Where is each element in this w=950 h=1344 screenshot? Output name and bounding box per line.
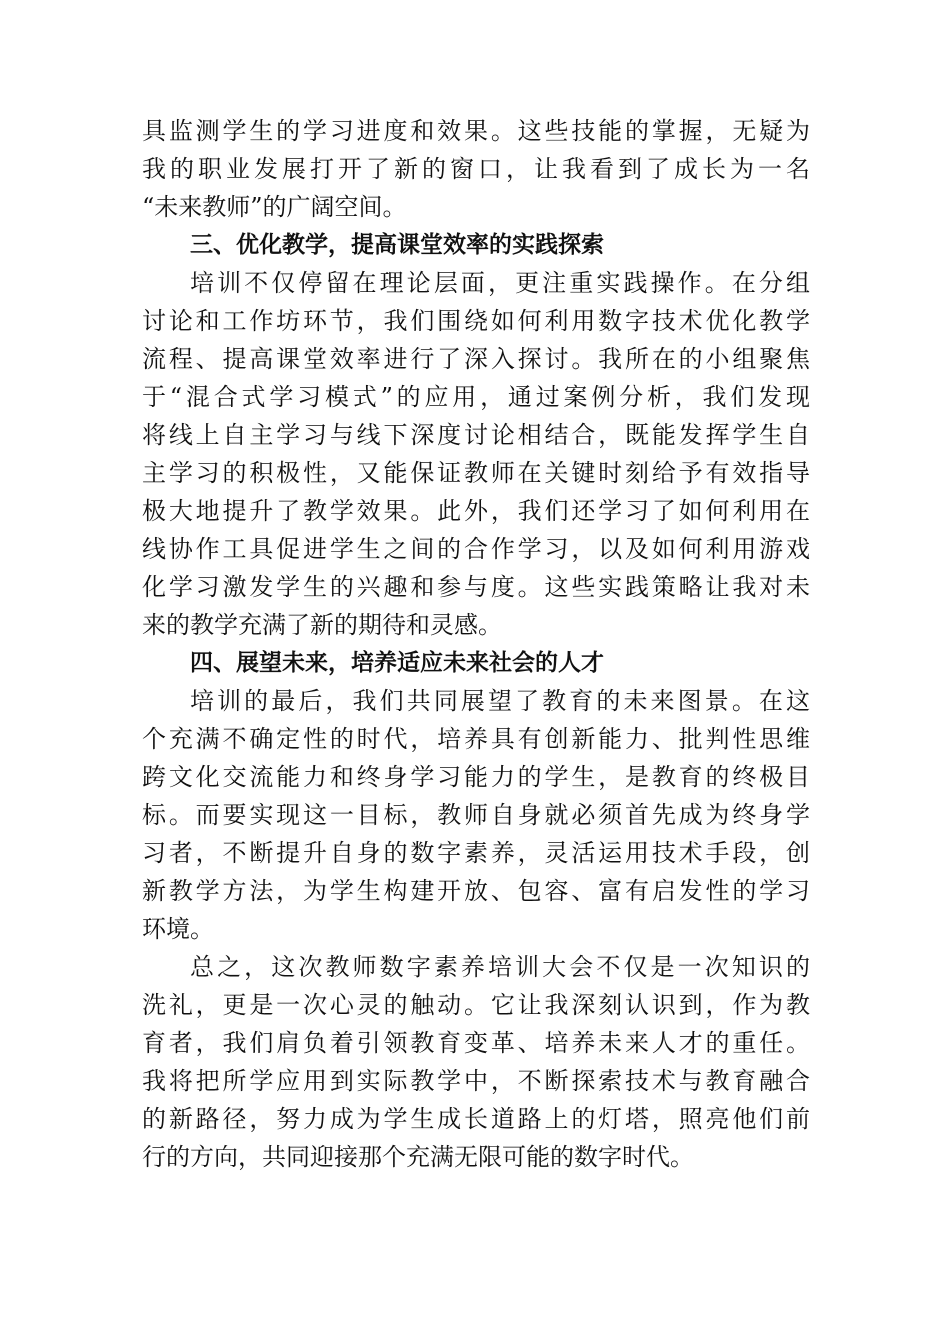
text-line: 新教学方法，为学生构建开放、包容、富有启发性的学习 (142, 877, 810, 905)
document-body (142, 112, 810, 1176)
text-line: 习者，不断提升自身的数字素养，灵活运用技术手段，创 (142, 839, 810, 867)
text-line: 的新路径，努力成为学生成长道路上的灯塔，照亮他们前 (142, 1105, 810, 1133)
text-line: 来的教学充满了新的期待和灵感。 (142, 611, 502, 639)
section-heading: 四、展望未来，培养适应未来社会的人才 (190, 650, 604, 676)
text-line: 总之，这次教师数字素养培训大会不仅是一次知识的 (190, 953, 810, 981)
text-line: 跨文化交流能力和终身学习能力的学生，是教育的终极目 (142, 763, 810, 791)
text-line: “未来教师”的广阔空间。 (142, 193, 407, 221)
text-line: 培训不仅停留在理论层面，更注重实践操作。在分组 (190, 269, 810, 297)
text-line: 洗礼，更是一次心灵的触动。它让我深刻认识到，作为教 (142, 991, 810, 1019)
text-line: 育者，我们肩负着引领教育变革、培养未来人才的重任。 (142, 1029, 810, 1057)
text-line: 讨论和工作坊环节，我们围绕如何利用数字技术优化教学 (142, 307, 810, 335)
text-line: 流程、提高课堂效率进行了深入探讨。我所在的小组聚焦 (142, 345, 810, 373)
text-line: 极大地提升了教学效果。此外，我们还学习了如何利用在 (142, 497, 810, 525)
text-line: 具监测学生的学习进度和效果。这些技能的掌握，无疑为 (142, 117, 810, 145)
section-heading: 三、优化教学，提高课堂效率的实践探索 (190, 232, 604, 258)
text-line: 将线上自主学习与线下深度讨论相结合，既能发挥学生自 (142, 421, 810, 449)
text-line: 于“混合式学习模式”的应用，通过案例分析，我们发现 (142, 383, 810, 411)
text-line: 标。而要实现这一目标，教师自身就必须首先成为终身学 (142, 801, 810, 829)
text-line: 行的方向，共同迎接那个充满无限可能的数字时代。 (142, 1143, 694, 1171)
text-line: 个充满不确定性的时代，培养具有创新能力、批判性思维 (142, 725, 810, 753)
text-line: 我的职业发展打开了新的窗口，让我看到了成长为一名 (142, 155, 810, 183)
text-line: 主学习的积极性，又能保证教师在关键时刻给予有效指导 (142, 459, 810, 487)
text-line: 化学习激发学生的兴趣和参与度。这些实践策略让我对未 (142, 573, 810, 601)
text-line: 环境。 (142, 915, 214, 943)
text-line: 培训的最后，我们共同展望了教育的未来图景。在这 (190, 687, 810, 715)
text-line: 我将把所学应用到实际教学中，不断探索技术与教育融合 (142, 1067, 810, 1095)
text-line: 线协作工具促进学生之间的合作学习，以及如何利用游戏 (142, 535, 810, 563)
